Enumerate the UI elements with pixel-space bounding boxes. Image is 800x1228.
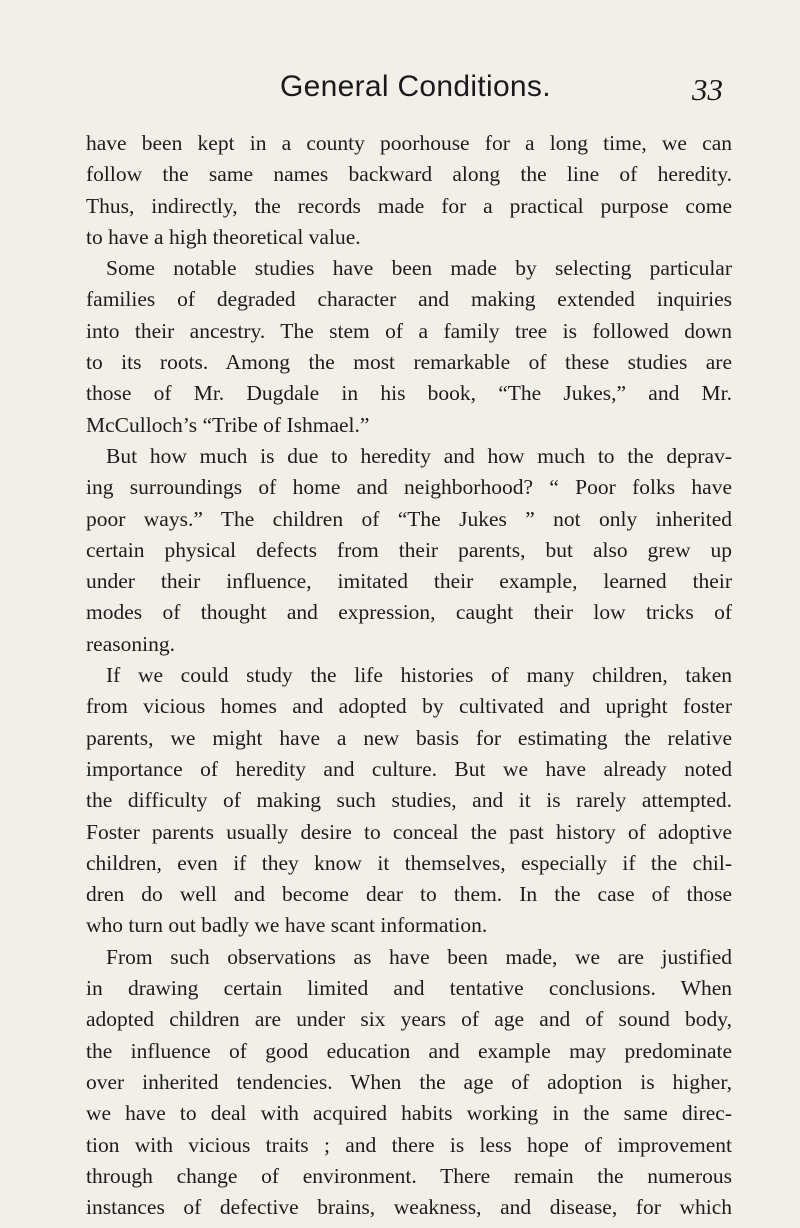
text-line: dren do well and become dear to them. In the case of those	[86, 882, 732, 907]
text-line: importance of heredity and culture. But we have already noted	[86, 756, 732, 781]
text-line: the difficulty of making such studies, and it is rarely attempted.	[86, 788, 732, 813]
text-line: From such observations as have been made, we are justified	[106, 944, 732, 969]
text-line: through change of environment. There remain the numerous	[86, 1163, 732, 1188]
text-line: poor ways.” The children of “The Jukes ” not only inherited	[86, 506, 732, 531]
text-line: under their influence, imitated their example, learned their	[86, 569, 732, 594]
text-line: into their ancestry. The stem of a family tree is followed down	[86, 318, 732, 343]
text-line: certain physical defects from their parents, but also grew up	[86, 537, 732, 562]
text-line: Some notable studies have been made by selecting particular	[106, 256, 732, 281]
text-line: If we could study the life histories of many children, taken	[106, 663, 732, 688]
body-text	[86, 128, 732, 1223]
text-line: over inherited tendencies. When the age of adoption is higher,	[86, 1069, 732, 1094]
text-line: McCulloch’s “Tribe of Ishmael.”	[86, 412, 370, 437]
text-line: have been kept in a county poorhouse for a long time, we can	[86, 131, 732, 155]
text-line: follow the same names backward along the line of heredity.	[86, 162, 732, 187]
text-line: Foster parents usually desire to conceal the past history of adoptive	[86, 819, 732, 844]
text-line: reasoning.	[86, 631, 175, 656]
page-header	[0, 70, 800, 110]
text-line: children, even if they know it themselves, especially if the chil-	[86, 850, 732, 875]
text-line: adopted children are under six years of age and of sound body,	[86, 1007, 732, 1032]
text-line: tion with vicious traits ; and there is less hope of improvement	[86, 1132, 732, 1157]
text-line: instances of defective brains, weakness, and disease, for which	[86, 1195, 732, 1220]
text-line: from vicious homes and adopted by cultivated and upright foster	[86, 694, 732, 719]
text-line: those of Mr. Dugdale in his book, “The Jukes,” and Mr.	[86, 381, 732, 406]
text-line: the influence of good education and example may predominate	[86, 1038, 732, 1063]
text-line: who turn out badly we have scant information.	[86, 913, 488, 938]
text-line: But how much is due to heredity and how much to the deprav-	[106, 443, 732, 468]
text-line: to have a high theoretical value.	[86, 224, 361, 249]
text-line: to its roots. Among the most remarkable of these studies are	[86, 350, 732, 375]
text-line: parents, we might have a new basis for estimating the relative	[86, 725, 732, 750]
text-line: Thus, indirectly, the records made for a practical purpose come	[86, 193, 732, 218]
running-head: General Conditions.	[280, 70, 551, 103]
text-line: families of degraded character and making extended inquiries	[86, 287, 732, 312]
text-line: modes of thought and expression, caught their low tricks of	[86, 600, 732, 625]
page-number: 33	[692, 72, 723, 107]
text-line: ing surroundings of home and neighborhood? “ Poor folks have	[86, 475, 732, 500]
text-line: in drawing certain limited and tentative conclusions. When	[86, 976, 732, 1001]
text-line: we have to deal with acquired habits working in the same direc-	[86, 1101, 732, 1126]
